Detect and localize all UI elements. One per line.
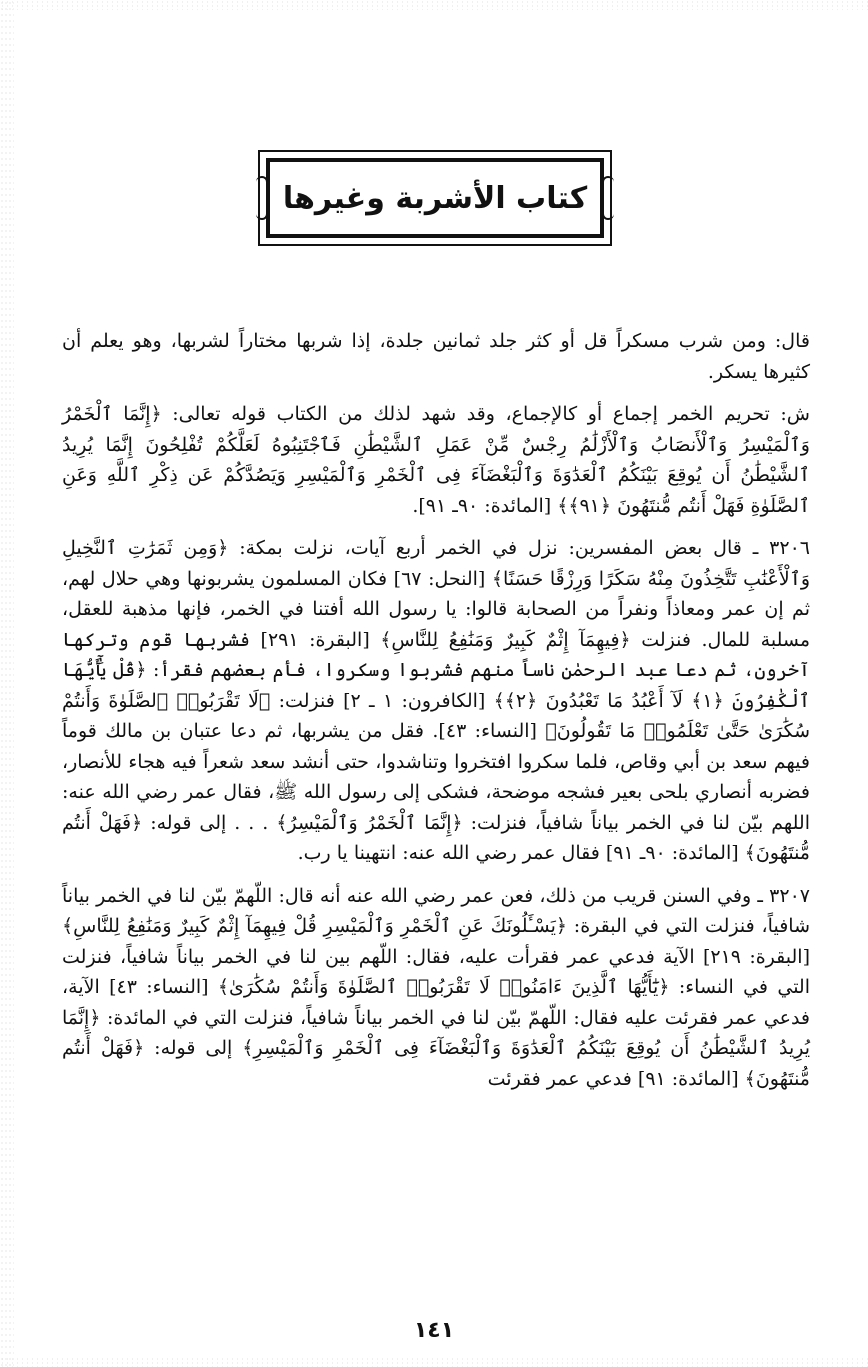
scan-noise-bottom <box>0 1357 868 1367</box>
page-body <box>62 326 810 1106</box>
chapter-title-frame <box>258 150 612 246</box>
page-number: ١٤١ <box>413 1318 455 1343</box>
scan-noise-top <box>0 0 868 10</box>
chapter-title-inner-frame <box>266 158 604 238</box>
paragraph-commentary: ش: تحريم الخمر إجماع أو كالإجماع، وقد شهد لذلك من الكتاب قوله تعالى: ﴿إِنَّمَا ٱلْخَمْرُ وَٱلْمَيْسِرُ وَٱلْأَنصَابُ وَٱلْأَزْلَٰمُ رِجْسٌ مِّنْ عَمَلِ ٱلشَّيْطَٰنِ فَٱجْتَنِبُوهُ لَعَلَّكُمْ تُفْلِحُونَ إِنَّمَا يُرِيدُ ٱلشَّيْطَٰنُ أَن يُوقِعَ بَيْنَكُمُ ٱلْعَدَٰوَةَ وَٱلْبَغْضَآءَ فِى ٱلْخَمْرِ وَٱلْمَيْسِرِ وَيَصُدَّكُمْ عَن ذِكْرِ ٱللَّهِ وَعَنِ ٱلصَّلَوٰةِ فَهَلْ أَنتُم مُّنتَهُونَ ﴿٩١﴾﴾ [المائدة: ٩٠ـ ٩١]. <box>62 403 810 517</box>
paragraph-intro: قال: ومن شرب مسكراً قل أو كثر جلد ثمانين جلدة، إذا شربها مختاراً لشربها، وهو يعلم أن كثيرها يسكر. <box>62 330 810 383</box>
chapter-title: كتاب الأشربة وغيرها <box>282 180 588 216</box>
paragraph-3207: ٣٢٠٧ ـ وفي السنن قريب من ذلك، فعن عمر رضي الله عنه أنه قال: اللّهمّ بيّن لنا في الخمر بياناً شافياً، فنزلت التي في البقرة: ﴿يَسْـَٔلُونَكَ عَنِ ٱلْخَمْرِ وَٱلْمَيْسِرِ قُلْ فِيهِمَآ إِثْمٌ كَبِيرٌ وَمَنَٰفِعُ لِلنَّاسِ﴾ [البقرة: ٢١٩] الآية فدعي عمر فقرأت عليه، فقال: اللّهم بين لنا في الخمر بياناً شافياً، فنزلت التي في النساء: ﴿يَٰٓأَيُّهَا ٱلَّذِينَ ءَامَنُوا۟ لَا تَقْرَبُوا۟ ٱلصَّلَوٰةَ وَأَنتُمْ سُكَٰرَىٰ﴾ [النساء: ٤٣] الآية، فدعي عمر فقرئت عليه فقال: اللّهمّ بيّن لنا في الخمر بياناً شافياً، فنزلت التي في المائدة: ﴿إِنَّمَا يُرِيدُ ٱلشَّيْطَٰنُ أَن يُوقِعَ بَيْنَكُمُ ٱلْعَدَٰوَةَ وَٱلْبَغْضَآءَ فِى ٱلْخَمْرِ وَٱلْمَيْسِرِ﴾ إلى قوله: ﴿فَهَلْ أَنتُم مُّنتَهُونَ﴾ [المائدة: ٩١] فدعي عمر فقرئت <box>62 884 810 1090</box>
scan-noise-left <box>0 0 14 1367</box>
paragraph-3206: ٣٢٠٦ ـ قال بعض المفسرين: نزل في الخمر أربع آيات، نزلت بمكة: ﴿وَمِن ثَمَرَٰتِ ٱلنَّخِيلِ وَٱلْأَعْنَٰبِ تَتَّخِذُونَ مِنْهُ سَكَرًا وَرِزْقًا حَسَنًا﴾ [النحل: ٦٧] فكان المسلمون يشربونها وهي حلال لهم، ثم إن عمر ومعاذاً ونفراً من الصحابة قالوا: يا رسول الله أفتنا في الخمر، فإنها مذهبة للعقل، مسلبة للمال. فنزلت ﴿فِيهِمَآ إِثْمٌ كَبِيرٌ وَمَنَٰفِعُ لِلنَّاسِ﴾ [البقرة: ٢٩١] فشربها قوم وتركها آخرون، ثم دعا عبد الرحمٰن ناساً منهم فشربوا وسكروا، فأم بعضهم فقرأ: ﴿قُلْ يَٰٓأَيُّهَا ٱلْكَٰفِرُونَ ﴿١﴾ لَآ أَعْبُدُ مَا تَعْبُدُونَ ﴿٢﴾﴾ [الكافرون: ١ ـ ٢] فنزلت: ﴿لَا تَقْرَبُوا۟ ٱلصَّلَوٰةَ وَأَنتُمْ سُكَٰرَىٰ حَتَّىٰ تَعْلَمُوا۟ مَا تَقُولُونَ﴾ [النساء: ٤٣]. فقل من يشربها، ثم دعا عتبان بن مالك قوماً فيهم سعد بن أبي وقاص، فلما سكروا افتخروا وتناشدوا، حتى أنشد سعد شعراً فيه هجاء للأنصار، فضربه أنصاري بلحى بعير فشجه موضحة، فشكى إلى رسول الله ﷺ، فقال عمر رضي الله عنه: اللهم بيّن لنا في الخمر بياناً شافياً، فنزلت: ﴿إِنَّمَا ٱلْخَمْرُ وَٱلْمَيْسِرُ﴾ . . . إلى قوله: ﴿فَهَلْ أَنتُم مُّنتَهُونَ﴾ [المائدة: ٩٠ـ ٩١] فقال عمر رضي الله عنه: انتهينا يا رب. <box>62 537 811 864</box>
